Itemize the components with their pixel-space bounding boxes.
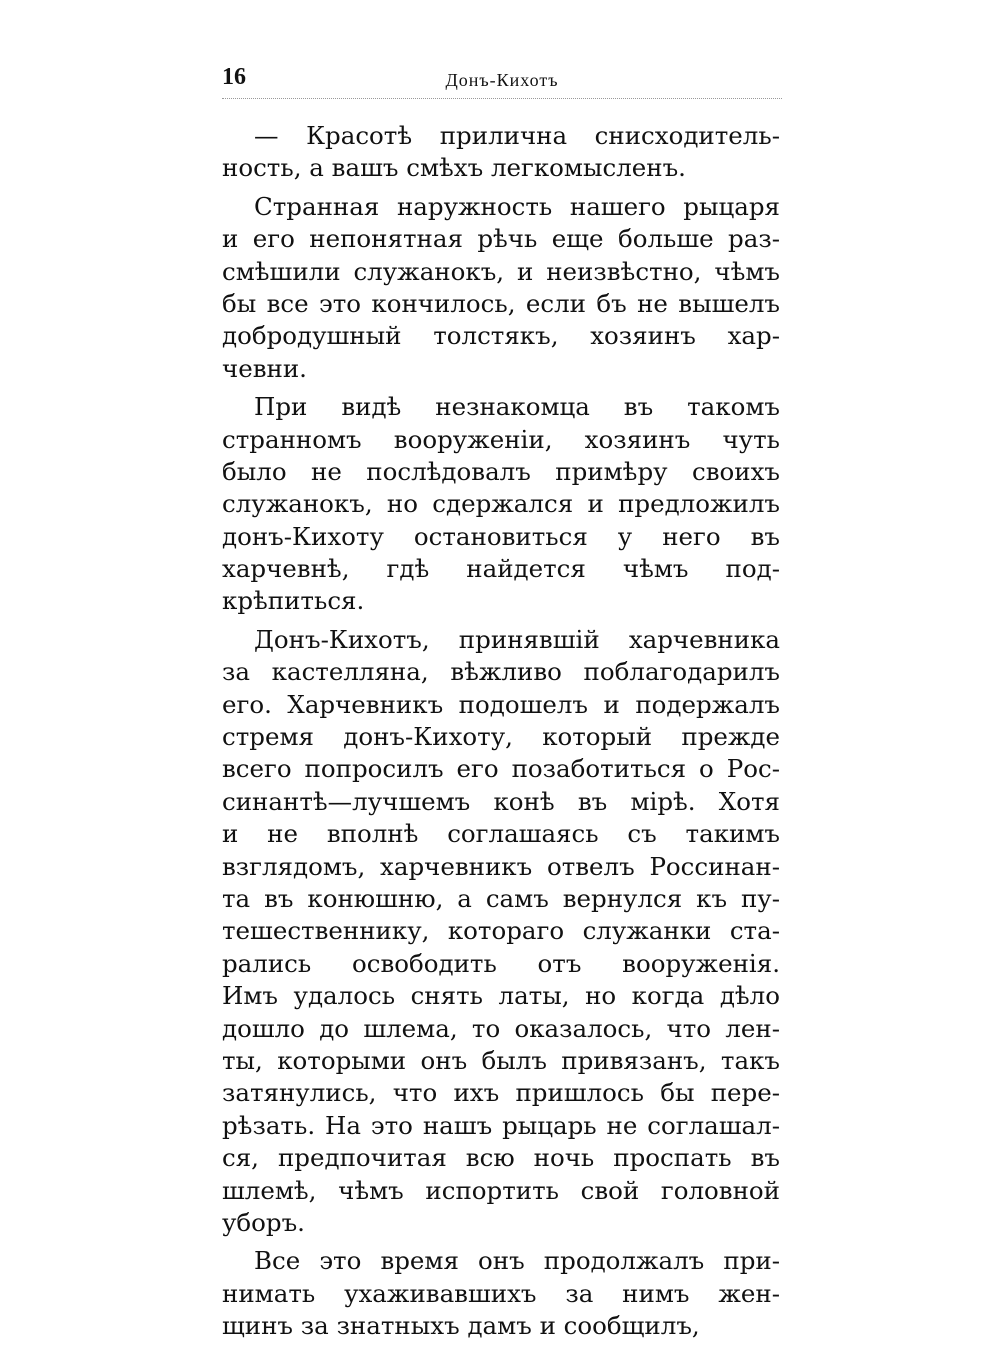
text-line: донъ-Кихоту остановиться у него въ [222,521,780,551]
text-line: Все это время онъ продолжалъ при- [254,1246,780,1276]
text-line: Имъ удалось снять латы, но когда дѣло [222,981,780,1011]
text-line: за кастелляна, вѣжливо поблагодарилъ [222,657,780,687]
paragraph [222,120,780,185]
page-number: 16 [222,64,246,90]
body-text [222,120,780,1342]
text-line: служанокъ, но сдержался и предложилъ [222,489,780,519]
text-line: нимать ухаживавшихъ за нимъ жен- [222,1278,780,1308]
text-line: — Красотѣ прилична снисходитель- [254,121,780,150]
text-line: синантѣ—лучшемъ конѣ въ мірѣ. Хотя [222,786,780,816]
text-line: Странная наружность нашего рыцаря [254,191,780,221]
text-line: уборъ. [222,1207,305,1237]
text-line: и не вполнѣ соглашаясь съ такимъ [222,819,780,849]
text-line: его. Харчевникъ подошелъ и подержалъ [222,689,780,719]
paragraph [222,624,780,1239]
text-line: добродушный толстякъ, хозяинъ хар- [222,321,780,351]
text-line: всего попросилъ его позаботиться о Рос- [222,754,780,784]
text-line: стремя донъ-Кихоту, который прежде [222,722,780,752]
text-line: тешественнику, котораго служанки ста- [222,916,780,946]
text-line: странномъ вооруженіи, хозяинъ чуть [222,424,780,454]
text-line: смѣшили служанокъ, и неизвѣстно, чѣмъ [222,256,780,286]
text-line: дошло до шлема, то оказалось, что лен- [222,1013,780,1043]
text-line: Донъ-Кихотъ, принявшій харчевника [254,624,780,654]
text-line: ность, а вашъ смѣхъ легкомысленъ. [222,153,686,183]
text-line: рѣзать. На это нашъ рыцарь не соглашал- [222,1110,780,1140]
text-line: рались освободить отъ вооруженія. [222,948,780,978]
paragraph [222,191,780,385]
text-line: затянулись, что ихъ пришлось бы пере- [222,1078,780,1108]
text-line: та въ конюшню, а самъ вернулся къ пу- [222,883,780,913]
text-line: и его непонятная рѣчь еще больше раз- [222,224,780,254]
text-line: шлемѣ, чѣмъ испортить свой головной [222,1175,780,1205]
text-line: При видѣ незнакомца въ такомъ [254,392,780,422]
paragraph [222,1245,780,1342]
header-rule [222,98,782,99]
text-line: ся, предпочитая всю ночь проспать въ [222,1143,780,1173]
running-title: Донъ-Кихотъ [445,70,559,90]
paragraph [222,391,780,618]
text-line: чевни. [222,353,307,383]
text-line: харчевнѣ, гдѣ найдется чѣмъ под- [222,554,780,584]
text-line: бы все это кончилось, если бъ не вышелъ [222,288,780,318]
page-header [222,64,782,104]
text-line: щинъ за знатныхъ дамъ и сообщилъ, [222,1311,700,1341]
text-line: было не послѣдовалъ примѣру своихъ [222,456,780,486]
text-line: взглядомъ, харчевникъ отвелъ Россинан- [222,851,780,881]
text-line: крѣпиться. [222,586,365,616]
text-line: ты, которыми онъ былъ привязанъ, такъ [222,1045,780,1075]
